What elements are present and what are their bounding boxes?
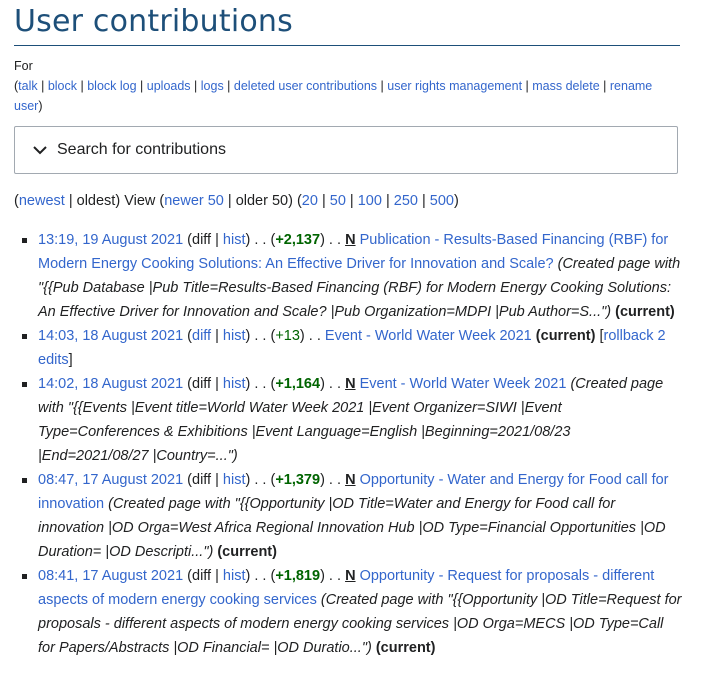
- current-label: (current): [217, 544, 277, 560]
- timestamp-link[interactable]: 13:19, 19 August 2021: [38, 232, 184, 248]
- page-title-link[interactable]: Opportunity - Water and Energy for Food call for innovation: [38, 472, 669, 512]
- newest-link[interactable]: newest: [18, 193, 65, 209]
- limit-100-link[interactable]: 100: [357, 193, 382, 209]
- new-page-flag: N: [345, 568, 356, 584]
- hist-link[interactable]: hist: [222, 376, 246, 392]
- timestamp-link[interactable]: 14:02, 18 August 2021: [38, 376, 184, 392]
- limit-20-link[interactable]: 20: [301, 193, 318, 209]
- size-diff: +1,819: [275, 568, 321, 584]
- deleted-contributions-link[interactable]: deleted user contributions: [233, 79, 378, 93]
- chevron-down-icon: [33, 143, 47, 157]
- hist-link[interactable]: hist: [222, 472, 246, 488]
- block-link[interactable]: block: [47, 79, 78, 93]
- diff-label: diff: [192, 568, 212, 584]
- for-label: For: [14, 59, 33, 73]
- list-item: 14:02, 18 August 2021 (diff | hist) . . (+1,164) . . N Event - World Water Week 2021 (Created page with "{{Events |Event title=World Water Week 2021 |Event Organizer=SIWI |Event Type=Conferences & Exhibitions |Event Language=English |Beginning=2021/08/23 |End=2021/08/27 |Country=..."): [22, 372, 682, 468]
- edit-summary: (Created page with "{{Opportunity |OD Title=Water and Energy for Food call for innovation |OD Orga=West Africa Regional Innovation Hub |OD Type=Financial Opportunities |OD Duration= |OD Descripti..."): [38, 496, 666, 560]
- timestamp-link[interactable]: 14:03, 18 August 2021: [38, 328, 184, 344]
- new-page-flag: N: [345, 376, 356, 392]
- talk-link[interactable]: talk: [18, 79, 38, 93]
- logs-link[interactable]: logs: [200, 79, 224, 93]
- list-item: 14:03, 18 August 2021 (diff | hist) . . (+13) . . Event - World Water Week 2021 (current) [rollback 2 edits]: [22, 324, 682, 372]
- page-title: User contributions: [14, 4, 293, 39]
- search-contributions-toggle[interactable]: [14, 126, 678, 174]
- diff-label: diff: [192, 472, 212, 488]
- search-contributions-label: Search for contributions: [57, 141, 226, 158]
- hist-link[interactable]: hist: [222, 568, 246, 584]
- hist-link[interactable]: hist: [222, 232, 246, 248]
- current-label: (current): [535, 328, 596, 344]
- oldest-label: oldest: [76, 193, 116, 209]
- timestamp-link[interactable]: 08:47, 17 August 2021: [38, 472, 184, 488]
- user-rights-link[interactable]: user rights management: [387, 79, 523, 93]
- page-title-link[interactable]: Publication - Results-Based Financing (RBF) for Modern Energy Cooking Solutions: An Effective Driver for Innovation and Scale?: [38, 232, 669, 272]
- list-item: 13:19, 19 August 2021 (diff | hist) . . (+2,137) . . N Publication - Results-Based Financing (RBF) for Modern Energy Cooking Solutions: An Effective Driver for Innovation and Scale? (Created page with "{{Pub Database |Pub Title=Results-Based Financing (RBF) for Modern Energy Cooking Solutions: An Effective Driver for Innovation and Scale? |Pub Organization=MDPI |Pub Author=S...") (current): [22, 228, 682, 324]
- block-log-link[interactable]: block log: [87, 79, 137, 93]
- view-label: View: [124, 193, 156, 209]
- limit-250-link[interactable]: 250: [393, 193, 418, 209]
- contributions-list: [22, 228, 682, 660]
- page-title-link[interactable]: Opportunity - Request for proposals - different aspects of modern energy cooking services: [38, 568, 655, 608]
- page-title-link[interactable]: Event - World Water Week 2021: [359, 376, 567, 392]
- title-divider: [14, 45, 680, 46]
- size-diff: +13: [275, 328, 300, 344]
- diff-link[interactable]: diff: [192, 328, 212, 344]
- size-diff: +2,137: [275, 232, 321, 248]
- current-label: (current): [375, 640, 436, 656]
- rename-user-link[interactable]: rename user: [14, 79, 653, 113]
- size-diff: +1,164: [275, 376, 321, 392]
- diff-label: diff: [192, 232, 212, 248]
- limit-500-link[interactable]: 500: [429, 193, 454, 209]
- hist-link[interactable]: hist: [222, 328, 246, 344]
- new-page-flag: N: [345, 232, 356, 248]
- uploads-link[interactable]: uploads: [146, 79, 191, 93]
- pagination-nav: (newest | oldest) View (newer 50 | older 50) (20 | 50 | 100 | 250 | 500): [14, 193, 459, 209]
- page-title-link[interactable]: Event - World Water Week 2021: [324, 328, 532, 344]
- edit-summary: (Created page with "{{Pub Database |Pub Title=Results-Based Financing (RBF) for Modern Energy Cooking Solutions: An Effective Driver for Innovation and Scale? |Pub Organization=MDPI |Pub Author=S..."): [38, 256, 681, 320]
- timestamp-link[interactable]: 08:41, 17 August 2021: [38, 568, 184, 584]
- list-item: 08:47, 17 August 2021 (diff | hist) . . (+1,379) . . N Opportunity - Water and Energy for Food call for innovation (Created page with "{{Opportunity |OD Title=Water and Energy for Food call for innovation |OD Orga=West Africa Regional Innovation Hub |OD Type=Financial Opportunities |OD Duration= |OD Descripti...") (current): [22, 468, 682, 564]
- list-item: 08:41, 17 August 2021 (diff | hist) . . (+1,819) . . N Opportunity - Request for proposals - different aspects of modern energy cooking services (Created page with "{{Opportunity |OD Title=Request for proposals - different aspects of modern energy cooking services |OD Orga=MECS |OD Type=Call for Papers/Abstracts |OD Financial= |OD Duratio...") (current): [22, 564, 682, 660]
- edit-summary: (Created page with "{{Opportunity |OD Title=Request for proposals - different aspects of modern energy cooking services |OD Orga=MECS |OD Type=Call for Papers/Abstracts |OD Financial= |OD Duratio..."): [38, 592, 682, 656]
- edit-summary: (Created page with "{{Events |Event title=World Water Week 2021 |Event Organizer=SIWI |Event Type=Conferences & Exhibitions |Event Language=English |Beginning=2021/08/23 |End=2021/08/27 |Country=..."): [38, 376, 664, 464]
- for-block: [14, 56, 680, 116]
- older-label: older 50: [235, 193, 289, 209]
- diff-label: diff: [192, 376, 212, 392]
- new-page-flag: N: [345, 472, 356, 488]
- current-label: (current): [615, 304, 675, 320]
- rollback-link[interactable]: rollback 2 edits: [38, 328, 666, 368]
- size-diff: +1,379: [275, 472, 321, 488]
- tool-links: (talk | block | block log | uploads | logs | deleted user contributions | user rights management | mass delete | rename user): [14, 79, 653, 113]
- limit-50-link[interactable]: 50: [329, 193, 346, 209]
- newer-link[interactable]: newer 50: [164, 193, 224, 209]
- mass-delete-link[interactable]: mass delete: [532, 79, 600, 93]
